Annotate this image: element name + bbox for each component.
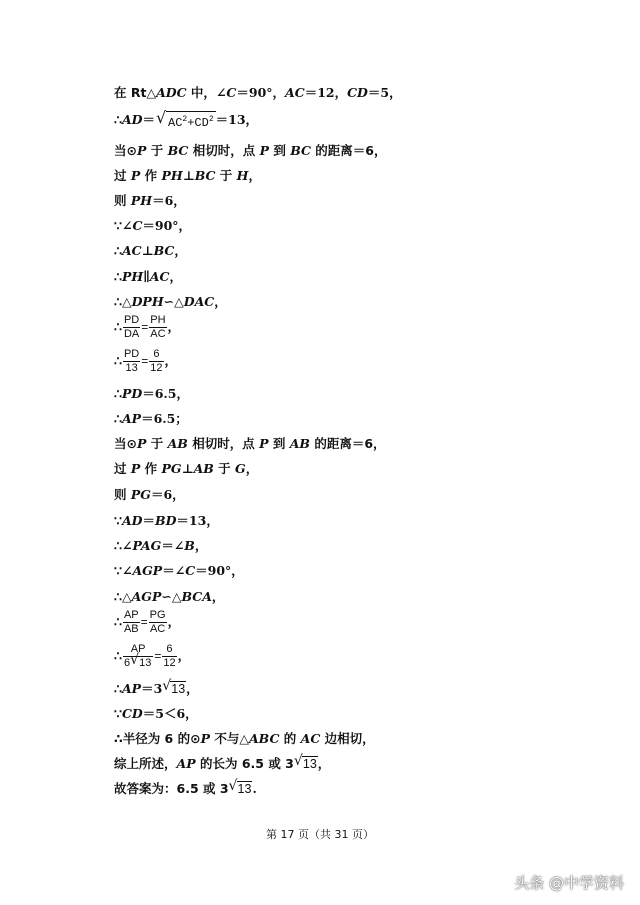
therefore-symbol: ∴ bbox=[114, 681, 122, 696]
therefore-symbol: ∴△ bbox=[114, 294, 132, 309]
text: 到 bbox=[268, 143, 291, 158]
text: ， bbox=[248, 168, 261, 183]
solution-line-7 bbox=[114, 243, 187, 259]
solution-line-4 bbox=[114, 168, 261, 184]
text: ＝∠ bbox=[161, 538, 185, 553]
solution-line-9 bbox=[114, 294, 227, 310]
text: BD bbox=[155, 513, 177, 528]
text: ， bbox=[169, 269, 182, 284]
solution-line-26 bbox=[114, 753, 331, 772]
text: 到 bbox=[268, 436, 290, 451]
text: 的距离＝6， bbox=[309, 436, 386, 451]
exponent: 2 bbox=[208, 115, 214, 124]
solution-line-5 bbox=[114, 193, 186, 209]
text: C bbox=[185, 563, 196, 578]
text: ， bbox=[167, 614, 181, 629]
text: 则 bbox=[114, 193, 131, 208]
text: BC bbox=[167, 143, 189, 158]
numerator: PH bbox=[150, 314, 166, 326]
watermark: 头条 @中学资料 bbox=[514, 874, 624, 892]
text: CD bbox=[121, 706, 143, 721]
numerator: PD bbox=[123, 314, 140, 326]
equals-sign: = bbox=[140, 615, 148, 629]
text: P bbox=[130, 168, 141, 183]
text: ＝ bbox=[142, 513, 156, 528]
denominator: AC bbox=[150, 328, 166, 340]
radicand bbox=[166, 111, 216, 130]
text: 当⊙ bbox=[114, 143, 137, 158]
text: ， bbox=[194, 538, 208, 553]
numerator: PG bbox=[149, 609, 166, 621]
solution-line-23 bbox=[114, 678, 199, 697]
solution-line-18 bbox=[114, 538, 207, 554]
text: 的长为 6.5 或 3 bbox=[195, 756, 294, 771]
text: ＝13， bbox=[215, 112, 259, 127]
text: ＝6， bbox=[150, 487, 185, 502]
text: 当⊙ bbox=[114, 436, 137, 451]
text: ＝6.5； bbox=[141, 411, 188, 426]
parallel-symbol: ∥ bbox=[143, 269, 150, 284]
radicand: 13 bbox=[237, 782, 252, 796]
numerator: PD bbox=[123, 348, 140, 360]
text: ， bbox=[167, 319, 181, 334]
text: . bbox=[252, 781, 257, 796]
exponent: 2 bbox=[182, 115, 188, 124]
text: P bbox=[259, 143, 269, 158]
therefore-symbol: ∴△ bbox=[114, 589, 132, 604]
text: P bbox=[130, 461, 141, 476]
text: ＝90°， bbox=[195, 563, 244, 578]
text: 则 bbox=[114, 487, 131, 502]
text: ∴半径为 6 的⊙ bbox=[114, 731, 201, 746]
text: BC bbox=[153, 243, 175, 258]
equals-sign: = bbox=[141, 320, 149, 334]
text: ＝13， bbox=[176, 513, 219, 528]
text: 过 bbox=[114, 168, 131, 183]
text: 过 bbox=[114, 461, 131, 476]
because-symbol: ∵ bbox=[114, 706, 122, 721]
numerator: AP bbox=[123, 643, 153, 657]
text: 于 bbox=[213, 461, 236, 476]
solution-line-3 bbox=[114, 143, 387, 159]
solution-line-13 bbox=[114, 411, 188, 427]
text: ＝5， bbox=[367, 85, 402, 100]
square-root-expression bbox=[130, 652, 152, 670]
text: PD bbox=[121, 386, 143, 401]
equals-sign: = bbox=[154, 649, 162, 663]
text: ＝12， bbox=[304, 85, 348, 100]
text: P bbox=[200, 731, 210, 746]
text: C bbox=[132, 218, 143, 233]
text: 于 bbox=[146, 143, 168, 158]
denominator: 12 bbox=[163, 657, 176, 669]
text: 综上所述， bbox=[114, 756, 177, 771]
because-symbol: ∵∠ bbox=[114, 218, 133, 233]
solution-line-8 bbox=[114, 269, 182, 285]
triangle-symbol: △ bbox=[146, 85, 157, 100]
text: AD bbox=[121, 513, 143, 528]
denominator: 13 bbox=[125, 362, 138, 374]
text: AGP bbox=[132, 563, 163, 578]
therefore-symbol: ∴ bbox=[114, 411, 122, 426]
text: +CD bbox=[187, 116, 209, 130]
text: PG bbox=[130, 487, 151, 502]
text: ， bbox=[214, 294, 227, 309]
denominator: AB bbox=[123, 623, 139, 635]
text: ， bbox=[211, 589, 225, 604]
text: ＝∠ bbox=[162, 563, 186, 578]
therefore-symbol: ∴ bbox=[114, 319, 122, 334]
text: P bbox=[136, 436, 147, 451]
text: 于 bbox=[146, 436, 168, 451]
text: C bbox=[226, 85, 237, 100]
solution-line-22 bbox=[114, 643, 190, 670]
solution-line-1 bbox=[114, 85, 402, 101]
denominator bbox=[123, 652, 153, 670]
coefficient: 6 bbox=[123, 657, 131, 669]
text: AB bbox=[193, 461, 214, 476]
text: 在 Rt bbox=[114, 85, 147, 100]
text: P bbox=[136, 143, 147, 158]
solution-line-17 bbox=[114, 513, 219, 529]
text: AGP bbox=[131, 589, 162, 604]
text: ＝ bbox=[142, 112, 156, 127]
solution-line-16 bbox=[114, 487, 185, 503]
text: G bbox=[235, 461, 246, 476]
text: ， bbox=[164, 353, 178, 368]
text: AP bbox=[121, 681, 142, 696]
fraction bbox=[123, 314, 140, 341]
text: PH bbox=[161, 168, 183, 183]
text: P bbox=[259, 436, 269, 451]
solution-line-19 bbox=[114, 563, 244, 579]
solution-line-14 bbox=[114, 436, 386, 452]
numerator: 6 bbox=[149, 348, 163, 362]
numerator: AP bbox=[123, 609, 139, 621]
text: 作 bbox=[140, 461, 162, 476]
radical-sign-icon: √ bbox=[156, 108, 167, 127]
text: ， bbox=[245, 461, 259, 476]
similar-symbol: ∽△ bbox=[163, 294, 184, 309]
text: AB bbox=[167, 436, 188, 451]
perpendicular-symbol: ⊥ bbox=[181, 461, 194, 476]
text: BC bbox=[194, 168, 216, 183]
text: AC bbox=[285, 85, 305, 100]
therefore-symbol: ∴ bbox=[114, 269, 122, 284]
radicand: 13 bbox=[139, 657, 152, 669]
therefore-symbol: ∴∠ bbox=[114, 538, 133, 553]
text: 于 bbox=[215, 168, 237, 183]
similar-symbol: ∽△ bbox=[161, 589, 182, 604]
text: 相切时，点 bbox=[188, 143, 260, 158]
denominator: AC bbox=[149, 623, 166, 635]
text: ＝6， bbox=[152, 193, 186, 208]
text: ＝5＜6， bbox=[142, 706, 198, 721]
text: ， bbox=[177, 648, 191, 663]
text: 相切时，点 bbox=[187, 436, 260, 451]
because-symbol: ∵ bbox=[114, 513, 122, 528]
square-root-expression bbox=[156, 108, 216, 130]
text: ， bbox=[174, 243, 187, 258]
text: 边相切， bbox=[320, 731, 375, 746]
text: PH bbox=[130, 193, 153, 208]
page-number-footer: 第 17 页（共 31 页） bbox=[266, 828, 374, 841]
fraction bbox=[123, 348, 140, 375]
denominator: 12 bbox=[150, 362, 163, 374]
solution-line-11 bbox=[114, 348, 177, 375]
radical-sign-icon: √ bbox=[130, 652, 139, 668]
text: PH bbox=[121, 269, 144, 284]
therefore-symbol: ∴ bbox=[114, 614, 122, 629]
text: ADC bbox=[156, 85, 187, 100]
text: H bbox=[236, 168, 249, 183]
solution-line-10 bbox=[114, 314, 180, 341]
therefore-symbol: ∴ bbox=[114, 386, 122, 401]
text: AB bbox=[289, 436, 310, 451]
text: 中， bbox=[186, 85, 216, 100]
therefore-symbol: ∴ bbox=[114, 648, 122, 663]
text: AC bbox=[121, 243, 142, 258]
text: ， bbox=[186, 681, 199, 696]
text: AC bbox=[168, 116, 183, 130]
fraction bbox=[123, 643, 153, 670]
numerator: 6 bbox=[162, 643, 176, 657]
therefore-symbol: ∴ bbox=[114, 353, 122, 368]
denominator: DA bbox=[123, 328, 140, 340]
text: ABC bbox=[248, 731, 280, 746]
text: DPH bbox=[131, 294, 164, 309]
therefore-symbol: ∴ bbox=[114, 243, 122, 258]
text: DAC bbox=[183, 294, 215, 309]
perpendicular-symbol: ⊥ bbox=[182, 168, 195, 183]
radical-sign-icon: √ bbox=[293, 753, 303, 769]
fraction bbox=[149, 609, 167, 636]
text: AP bbox=[176, 756, 196, 771]
solution-line-25 bbox=[114, 731, 375, 747]
therefore-symbol: ∴ bbox=[114, 112, 122, 127]
text: PAG bbox=[132, 538, 162, 553]
radical-sign-icon: √ bbox=[162, 678, 172, 694]
text: AD bbox=[121, 112, 143, 127]
text: ＝3 bbox=[141, 681, 163, 696]
fraction bbox=[123, 609, 140, 636]
square-root-expression bbox=[162, 678, 186, 697]
fraction bbox=[149, 314, 166, 341]
fraction bbox=[149, 348, 163, 375]
radical-sign-icon: √ bbox=[228, 778, 238, 794]
solution-line-6 bbox=[114, 218, 191, 234]
solution-line-21 bbox=[114, 609, 180, 636]
text: AC bbox=[300, 731, 321, 746]
text: 的 bbox=[279, 731, 301, 746]
text: AC bbox=[149, 269, 170, 284]
radicand: 13 bbox=[171, 682, 186, 696]
text: 不与△ bbox=[209, 731, 249, 746]
because-symbol: ∵∠ bbox=[114, 563, 133, 578]
text: PG bbox=[161, 461, 182, 476]
solution-line-2 bbox=[114, 108, 259, 130]
text: 作 bbox=[140, 168, 162, 183]
radicand: 13 bbox=[302, 757, 317, 771]
text: ＝6.5， bbox=[142, 386, 189, 401]
equals-sign: = bbox=[141, 354, 149, 368]
solution-line-20 bbox=[114, 589, 224, 605]
angle-symbol: ∠ bbox=[215, 85, 227, 100]
text: 故答案为：6.5 或 3 bbox=[114, 781, 229, 796]
text: AP bbox=[121, 411, 142, 426]
perpendicular-symbol: ⊥ bbox=[141, 243, 154, 258]
solution-line-27 bbox=[114, 778, 257, 797]
solution-line-12 bbox=[114, 386, 189, 402]
text: ＝90°， bbox=[142, 218, 192, 233]
solution-line-15 bbox=[114, 461, 258, 477]
text: BCA bbox=[181, 589, 212, 604]
fraction bbox=[162, 643, 176, 670]
square-root-expression bbox=[228, 778, 253, 797]
text: ＝90°， bbox=[236, 85, 286, 100]
text: 的距离＝6， bbox=[310, 143, 387, 158]
square-root-expression bbox=[293, 753, 318, 772]
text: CD bbox=[347, 85, 368, 100]
solution-line-24 bbox=[114, 706, 198, 722]
text: BC bbox=[290, 143, 311, 158]
text: ， bbox=[317, 756, 331, 771]
text: B bbox=[184, 538, 195, 553]
